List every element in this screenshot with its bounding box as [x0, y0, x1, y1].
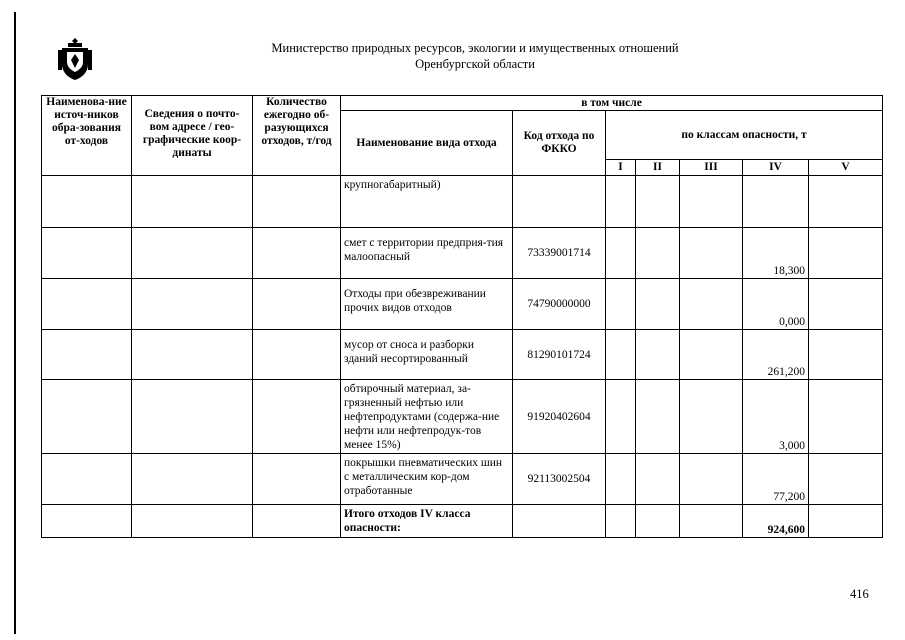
class-iv-value: 0,000 [743, 279, 809, 330]
header-quantity: Количество ежегодно об-разующихся отходов, т/год [253, 96, 341, 176]
header-including: в том числе [341, 96, 883, 111]
table-row [42, 176, 883, 228]
header-class-2: II [636, 160, 680, 176]
header-fkko-code: Код отхода по ФККО [513, 111, 606, 176]
class-iv-value: 77,200 [743, 454, 809, 505]
table-row [42, 279, 883, 330]
coat-of-arms-icon [58, 36, 92, 82]
header-source-name: Наименова-ние источ-ников обра-зования от-ходов [42, 96, 132, 176]
waste-name-cell: мусор от сноса и разборки зданий несортированный [341, 330, 513, 380]
waste-name-cell: Отходы при обезвреживании прочих видов отходов [341, 279, 513, 330]
total-row [42, 505, 883, 538]
waste-name-cell: покрышки пневматических шин с металлическим кор-дом отработанные [341, 454, 513, 505]
class-iv-value [743, 176, 809, 228]
header-class-3: III [680, 160, 743, 176]
fkko-code-cell: 91920402604 [513, 380, 606, 454]
waste-table [41, 95, 883, 538]
left-margin-rule [14, 12, 16, 634]
table-row [42, 454, 883, 505]
header-hazard-classes: по классам опасности, т [606, 111, 883, 160]
region-name: Оренбургской области [415, 57, 535, 71]
fkko-code-cell: 74790000000 [513, 279, 606, 330]
class-iv-value: 3,000 [743, 380, 809, 454]
header-waste-type: Наименование вида отхода [341, 111, 513, 176]
waste-name-cell: смет с территории предприя-тия малоопасный [341, 228, 513, 279]
class-iv-value: 18,300 [743, 228, 809, 279]
table-row [42, 330, 883, 380]
table-row [42, 380, 883, 454]
fkko-code-cell: 81290101724 [513, 330, 606, 380]
waste-name-cell: крупногабаритный) [341, 176, 513, 228]
table-row [42, 228, 883, 279]
ministry-name: Министерство природных ресурсов, экологии и имущественных отношений [271, 41, 679, 55]
fkko-code-cell: 92113002504 [513, 454, 606, 505]
header-class-4: IV [743, 160, 809, 176]
waste-name-cell: обтирочный материал, за-грязненный нефтью или нефтепродуктами (содержа-ние нефти или нефтепродук-тов менее 15%) [341, 380, 513, 454]
fkko-code-cell: 73339001714 [513, 228, 606, 279]
header-class-1: I [606, 160, 636, 176]
total-class-iv-value: 924,600 [743, 505, 809, 538]
class-iv-value: 261,200 [743, 330, 809, 380]
document-header [230, 40, 720, 72]
page-number: 416 [850, 587, 869, 601]
header-address: Сведения о почто-вом адресе / гео-графические коор-динаты [132, 96, 253, 176]
total-label: Итого отходов IV класса опасности: [341, 505, 513, 538]
fkko-code-cell [513, 176, 606, 228]
header-class-5: V [809, 160, 883, 176]
